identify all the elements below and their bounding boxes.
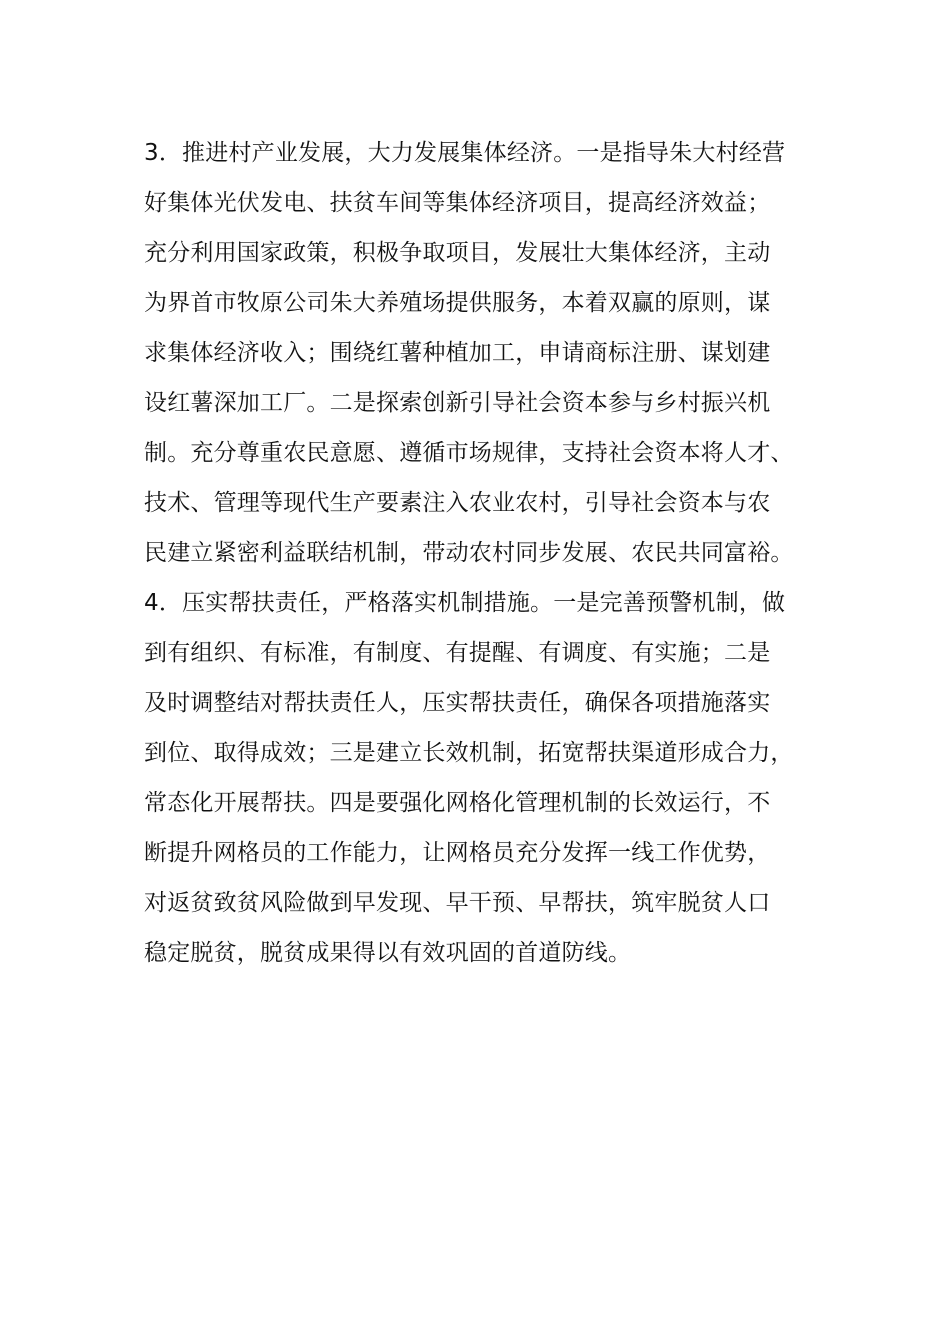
text-line: 对返贫致贫风险做到早发现、早干预、早帮扶，筑牢脱贫人口	[144, 890, 771, 916]
text-line: 3．推进村产业发展，大力发展集体经济。一是指导朱大村经营	[144, 140, 786, 166]
text-line: 常态化开展帮扶。四是要强化网格化管理机制的长效运行，不	[144, 790, 771, 816]
text-line: 4．压实帮扶责任，严格落实机制措施。一是完善预警机制，做	[144, 590, 786, 616]
text-line: 为界首市牧原公司朱大养殖场提供服务，本着双赢的原则，谋	[144, 290, 771, 316]
text-line: 稳定脱贫，脱贫成果得以有效巩固的首道防线。	[144, 940, 632, 966]
text-line: 制。充分尊重农民意愿、遵循市场规律，支持社会资本将人才、	[144, 440, 794, 466]
text-line: 求集体经济收入；围绕红薯种植加工，申请商标注册、谋划建	[144, 340, 771, 366]
text-line: 到位、取得成效；三是建立长效机制，拓宽帮扶渠道形成合力，	[144, 740, 794, 766]
text-line: 技术、管理等现代生产要素注入农业农村，引导社会资本与农	[144, 490, 771, 516]
text-line: 及时调整结对帮扶责任人，压实帮扶责任，确保各项措施落实	[144, 690, 771, 716]
text-line: 断提升网格员的工作能力，让网格员充分发挥一线工作优势，	[144, 840, 771, 866]
text-line: 设红薯深加工厂。二是探索创新引导社会资本参与乡村振兴机	[144, 390, 771, 416]
document-body	[144, 128, 824, 978]
text-line: 好集体光伏发电、扶贫车间等集体经济项目，提高经济效益；	[144, 190, 771, 216]
text-line: 到有组织、有标准，有制度、有提醒、有调度、有实施；二是	[144, 640, 771, 666]
text-line: 民建立紧密利益联结机制，带动农村同步发展、农民共同富裕。	[144, 540, 794, 566]
text-line: 充分利用国家政策，积极争取项目，发展壮大集体经济，主动	[144, 240, 771, 266]
